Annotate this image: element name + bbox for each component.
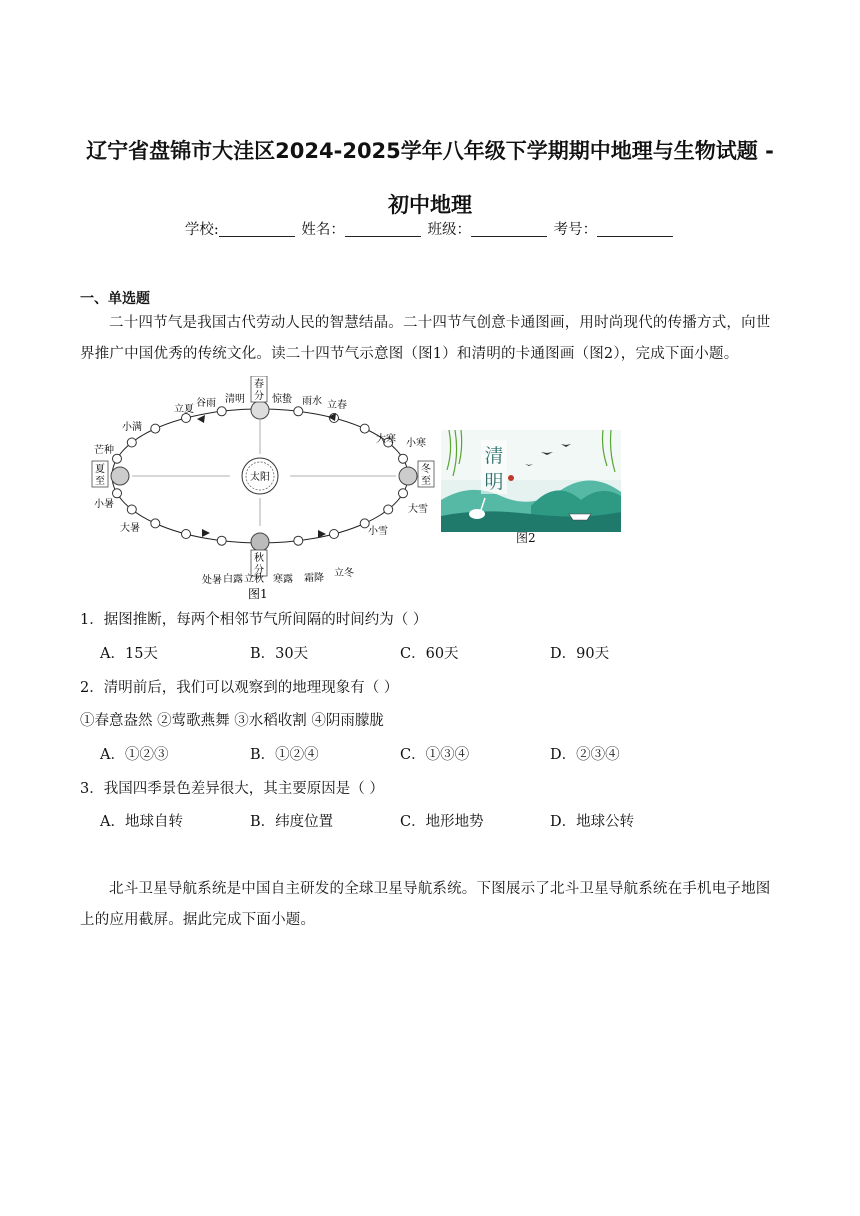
q1-option-d[interactable]: D．90天 [550, 646, 610, 662]
term-xiaohan: 小寒 [406, 438, 426, 449]
qing-char: 清 [484, 445, 504, 467]
term-bailu: 白露 [223, 574, 243, 585]
term-dot [127, 505, 136, 514]
class-blank[interactable] [471, 222, 547, 237]
term-dot [330, 530, 339, 539]
intro-paragraph-2: 北斗卫星导航系统是中国自主研发的全球卫星导航系统。下图展示了北斗卫星导航系统在手机电子地图上的应用截屏。据此完成下面小题。 [80, 881, 771, 928]
arrow-bottom-left [202, 529, 210, 537]
document-title [60, 124, 800, 232]
term-dot [151, 424, 160, 433]
name-label: 姓名： [301, 222, 345, 238]
question-2-options [100, 743, 700, 764]
boat-icon [569, 514, 591, 520]
term-dot [217, 536, 226, 545]
question-2-stem: 2．清明前后，我们可以观察到的地理现象有（ ） [80, 680, 399, 696]
term-yushui: 雨水 [302, 396, 322, 407]
school-blank[interactable] [219, 222, 295, 237]
seal-icon [508, 475, 514, 481]
term-xiaoshu: 小暑 [94, 499, 114, 510]
class-label: 班级： [427, 222, 471, 238]
q3-option-c[interactable]: C．地形地势 [400, 814, 484, 830]
term-lixia: 立夏 [174, 404, 194, 415]
question-1-options [100, 642, 700, 663]
term-dot [127, 438, 136, 447]
q3-option-d[interactable]: D．地球公转 [550, 814, 635, 830]
question-1-stem: 1．据图推断，每两个相邻节气所间隔的时间约为（ ） [80, 612, 428, 628]
title-line-2: 初中地理 [388, 193, 472, 217]
arrow-top-left [197, 415, 205, 423]
term-dot [182, 530, 191, 539]
question-3-stem: 3．我国四季景色差异很大，其主要原因是（ ） [80, 781, 384, 797]
q1-option-a[interactable]: A．15天 [100, 646, 158, 662]
term-qingming: 清明 [225, 394, 245, 405]
term-dot [399, 454, 408, 463]
term-chushu: 处暑 [202, 575, 222, 586]
term-lichun: 立春 [327, 400, 347, 411]
exam-number-blank[interactable] [597, 222, 673, 237]
autumn-equinox-char1: 秋 [254, 553, 264, 564]
q2-option-b[interactable]: B．①②④ [250, 747, 319, 763]
term-liqiu: 立秋 [244, 574, 264, 585]
term-mangzhong: 芒种 [94, 445, 114, 456]
figure2-caption: 图2 [516, 531, 536, 545]
winter-solstice-char2: 至 [421, 476, 431, 487]
term-dashu: 大暑 [120, 523, 140, 534]
spring-equinox-char1: 春 [254, 379, 264, 390]
sun-icon [242, 458, 278, 494]
term-guyu: 谷雨 [196, 398, 216, 409]
term-hanlu: 寒露 [273, 574, 293, 585]
qingming-illustration [441, 430, 621, 532]
term-dot [384, 505, 393, 514]
summer-solstice-char2: 至 [95, 476, 105, 487]
question-3-options [100, 810, 700, 831]
q1-option-c[interactable]: C．60天 [400, 646, 459, 662]
term-dot [360, 424, 369, 433]
term-jingzhe: 惊蛰 [272, 394, 292, 405]
solar-terms-diagram [80, 376, 440, 600]
term-daxue: 大雪 [408, 504, 428, 515]
section-heading: 一、单选题 [80, 291, 150, 307]
term-dot [217, 407, 226, 416]
term-lidong: 立冬 [334, 568, 354, 579]
term-xiaoman: 小满 [122, 422, 142, 433]
student-info-row [0, 218, 860, 239]
q2-option-d[interactable]: D．②③④ [550, 747, 620, 763]
sun-label: 太阳 [250, 472, 270, 483]
school-label: 学校: [184, 222, 219, 238]
winter-solstice-char1: 冬 [421, 464, 431, 475]
q2-option-c[interactable]: C．①③④ [400, 747, 470, 763]
figure1-caption: 图1 [248, 587, 268, 600]
title-line-1: 辽宁省盘锦市大洼区2024-2025学年八年级下学期期中地理与生物试题 - [86, 139, 774, 163]
q1-option-b[interactable]: B．30天 [250, 646, 309, 662]
autumn-equinox-char2: 分 [254, 565, 264, 576]
term-xiaoxue: 小雪 [368, 526, 388, 537]
exam-number-label: 考号： [553, 222, 598, 238]
term-dot [399, 489, 408, 498]
intro-paragraph-1: 二十四节气是我国古代劳动人民的智慧结晶。二十四节气创意卡通图画，用时尚现代的传播方式，向世界推广中国优秀的传统文化。读二十四节气示意图（图1）和清明的卡通图画（图2），完成下面小题。 [80, 315, 771, 362]
term-dahan: 大寒 [376, 434, 396, 445]
q3-option-b[interactable]: B．纬度位置 [250, 814, 334, 830]
name-blank[interactable] [345, 222, 421, 237]
summer-solstice-char1: 夏 [95, 464, 105, 475]
term-dot [151, 519, 160, 528]
question-2-statements: ①春意盎然 ②莺歌燕舞 ③水稻收割 ④阴雨朦胧 [80, 713, 384, 729]
term-shuangjiang: 霜降 [304, 573, 324, 584]
spring-equinox-char2: 分 [254, 391, 264, 402]
q3-option-a[interactable]: A．地球自转 [100, 814, 183, 830]
term-dot [294, 536, 303, 545]
term-dot [113, 489, 122, 498]
term-dot [294, 407, 303, 416]
ming-char: 明 [484, 471, 504, 493]
q2-option-a[interactable]: A．①②③ [100, 747, 169, 763]
